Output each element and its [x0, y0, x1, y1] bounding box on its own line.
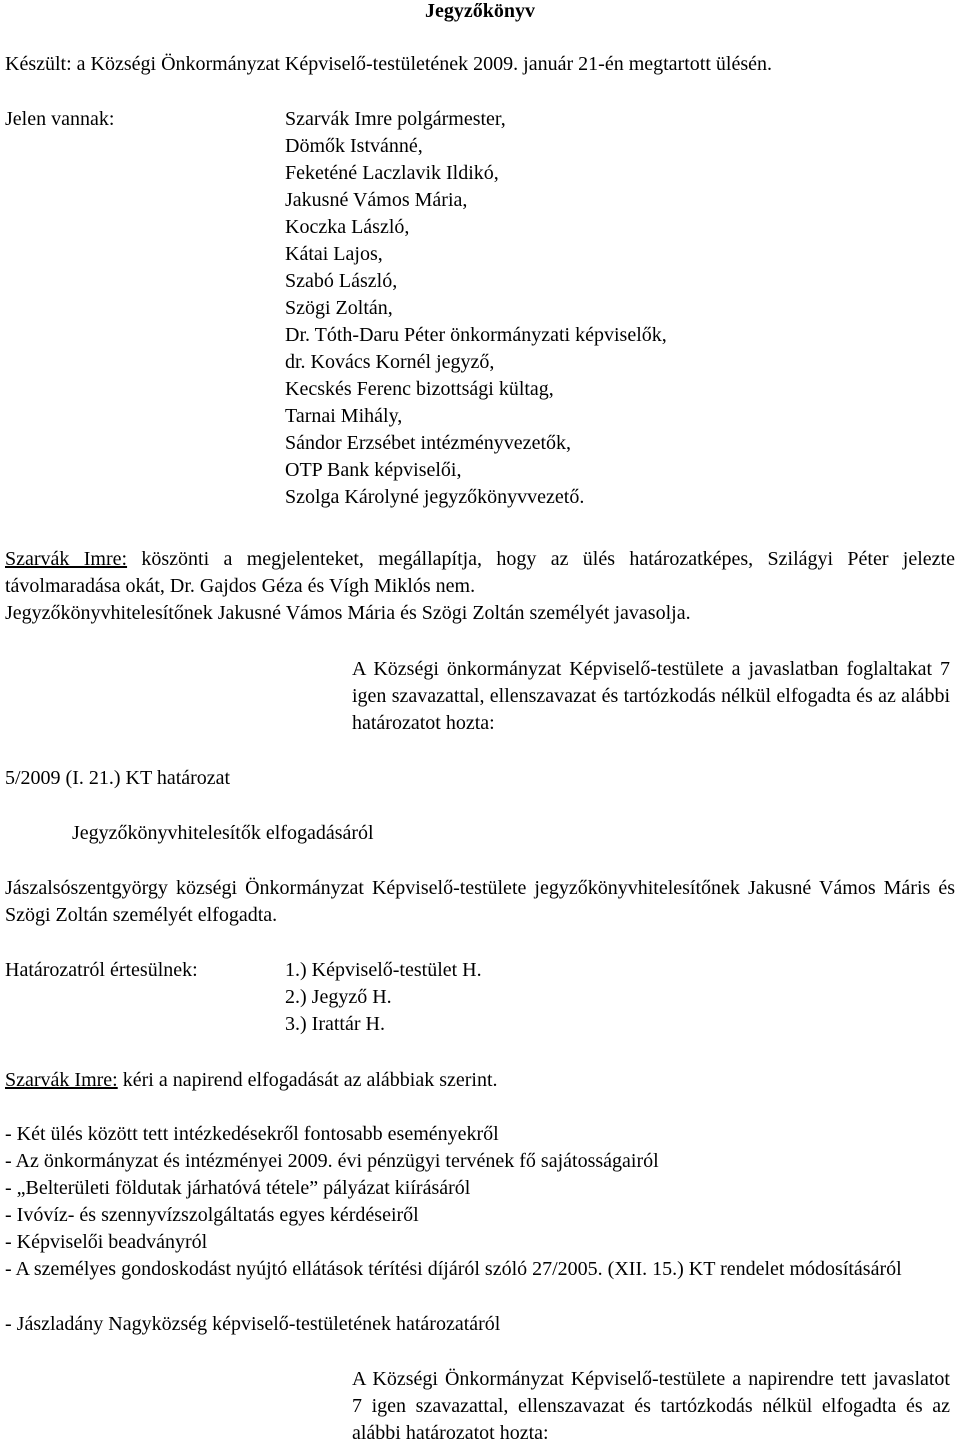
attendee-list [285, 106, 667, 511]
notify-label: Határozatról értesülnek: [5, 959, 198, 981]
agenda-request [5, 1067, 498, 1094]
speaker-name: Szarvák Imre: [5, 1069, 118, 1091]
notify-list [285, 957, 482, 1038]
attendee-item: Szolga Károlyné jegyzőkönyvvezető. [285, 486, 585, 508]
agenda-item: - Két ülés között tett intézkedésekről fontosabb eseményekről [5, 1123, 499, 1145]
agenda-list [5, 1121, 659, 1256]
attendee-item: Kecskés Ferenc bizottsági kültag, [285, 378, 554, 400]
document-title: Jegyzőkönyv [425, 0, 535, 22]
resolution-subject: Jegyzőkönyvhitelesítők elfogadásáról [72, 822, 374, 844]
attendee-item: Jakusné Vámos Mária, [285, 189, 468, 211]
attendee-item: Koczka László, [285, 216, 410, 238]
attendee-item: dr. Kovács Kornél jegyző, [285, 351, 495, 373]
attendee-item: Szögi Zoltán, [285, 297, 393, 319]
attendee-item: Szabó László, [285, 270, 398, 292]
proposal-line: Jegyzőkönyvhitelesítőnek Jakusné Vámos Mária és Szögi Zoltán személyét javasolja. [5, 602, 691, 624]
intro-line: Készült: a Községi Önkormányzat Képviselő-testületének 2009. január 21-én megtartott ülésén. [5, 53, 772, 75]
vote-paragraph-2: A Községi Önkormányzat Képviselő-testülete a napirendre tett javaslatot 7 igen szavazattal, ellenszavazat és tartózkodás nélkül elfogadta és az alábbi határozatot hozta: [352, 1368, 950, 1444]
notify-item: 2.) Jegyző H. [285, 986, 392, 1008]
attendee-item: Sándor Erzsébet intézményvezetők, [285, 432, 571, 454]
resolution-number: 5/2009 (I. 21.) KT határozat [5, 767, 231, 789]
notify-item: 3.) Irattár H. [285, 1013, 385, 1035]
attendee-item: Kátai Lajos, [285, 243, 383, 265]
resolution-text: Jászalsószentgyörgy községi Önkormányzat Képviselő-testülete jegyzőkönyvhitelesítőnek Jakusné Vámos Máris és Szögi Zoltán személyét elfogadta. [5, 877, 955, 926]
attendee-item: Dömők Istvánné, [285, 135, 423, 157]
attendee-item: Szarvák Imre polgármester, [285, 108, 506, 130]
attendee-item: Feketéné Laczlavik Ildikó, [285, 162, 499, 184]
agenda-item-long: - A személyes gondoskodást nyújtó ellátások térítési díjáról szóló 27/2005. (XII. 15.) KT rendelet módosításáról [5, 1258, 902, 1280]
agenda-item: - Az önkormányzat és intézményei 2009. évi pénzügyi tervének fő sajátosságairól [5, 1150, 659, 1172]
agenda-item: - Képviselői beadványról [5, 1231, 208, 1253]
agenda-item: - Ivóvíz- és szennyvízszolgáltatás egyes kérdéseiről [5, 1204, 419, 1226]
present-label: Jelen vannak: [5, 108, 115, 130]
speaker-name: Szarvák Imre: [5, 548, 128, 570]
agenda-item: - Jászladány Nagyközség képviselő-testületének határozatáról [5, 1313, 501, 1335]
opening-statement [5, 546, 955, 600]
attendee-item: Dr. Tóth-Daru Péter önkormányzati képviselők, [285, 324, 667, 346]
vote-paragraph-1: A Községi önkormányzat Képviselő-testülete a javaslatban foglaltakat 7 igen szavazattal, ellenszavazat és tartózkodás nélkül elfogadta és az alábbi határozatot hozta: [352, 658, 950, 734]
attendee-item: Tarnai Mihály, [285, 405, 403, 427]
agenda-item: - „Belterületi földutak járhatóvá tétele” pályázat kiírásáról [5, 1177, 471, 1199]
statement-text: köszönti a megjelenteket, megállapítja, hogy az ülés határozatképes, Szilágyi Péter jelezte távolmaradása okát, Dr. Gajdos Géza és Vígh Miklós nem. [5, 548, 955, 597]
request-text: kéri a napirend elfogadását az alábbiak szerint. [117, 1069, 498, 1091]
attendee-item: OTP Bank képviselői, [285, 459, 462, 481]
notify-item: 1.) Képviselő-testület H. [285, 959, 482, 981]
